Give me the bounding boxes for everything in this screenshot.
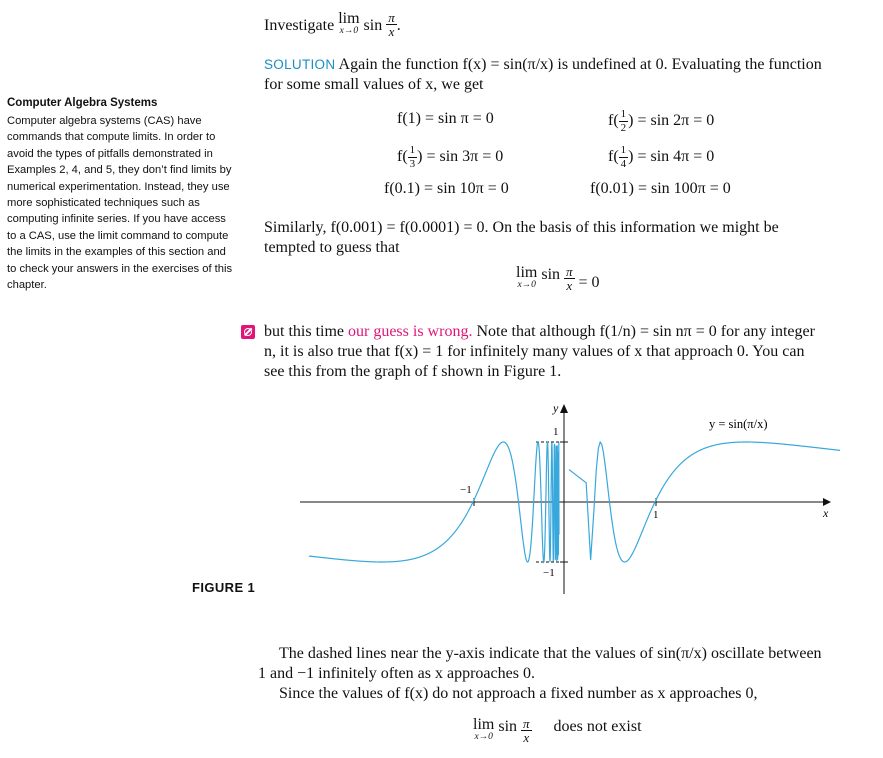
intro-fraction: $\frac{\pi}{x}$: [388, 10, 395, 39]
value-r1c1: f(1) = sin π = 0: [397, 110, 494, 127]
dashed-line1: The dashed lines near the y-axis indicate that the values of sin(π/x) oscillate between: [279, 645, 822, 662]
value-r3c2: f(0.01) = sin 100π = 0: [590, 180, 731, 197]
sidebar-body: Computer algebra systems (CAS) have commands that compute limits. In order to avoid the types of pitfalls demonstrated in Examples 2, 4, and 5, they don’t find limits by numerical experimentation. Instead, they use more sophisticated techniques such as computing infinite series. If you have access to a CAS, use the limit command to compute the limits in the examples of this section and to check your answers in the exercises of this chapter.: [7, 115, 233, 292]
y-axis-label: y: [553, 401, 559, 415]
final-formula: lim x→0 sin $\frac{\pi}{x}$ does not exist: [473, 716, 642, 745]
intro-limit: lim x→0: [338, 10, 360, 36]
warning-icon: [241, 325, 255, 339]
value-r1c2: f( $\frac{1}{2}$ ) = sin 2π = 0: [608, 108, 715, 134]
similarly-paragraph: [264, 218, 874, 258]
tick-label-neg1-x: −1: [460, 484, 472, 496]
highlight-text: our guess is wrong.: [348, 323, 473, 340]
x-axis-arrow: [823, 498, 831, 506]
similarly-line2: tempted to guess that: [264, 239, 400, 256]
wrong-line3: see this from the graph of f shown in Figure 1.: [264, 363, 562, 380]
tick-label-neg1-y: −1: [543, 567, 555, 579]
sidebar-title: Computer Algebra Systems: [7, 97, 158, 109]
dashed-line3: Since the values of f(x) do not approach a fixed number as x approaches 0,: [279, 685, 758, 702]
wrong-line2: n, it is also true that f(x) = 1 for infinitely many values of x that approach 0. You can: [264, 343, 805, 360]
final-text: does not exist: [553, 718, 642, 735]
wrong-paragraph: but this time our guess is wrong. Note that although f(1/n) = sin nπ = 0 for any integer n, it is also true that f(x) = 1 for infinitely many values of x that approach 0. You can see this from the graph of f shown in Figure 1.: [264, 322, 876, 382]
similarly-line1: Similarly, f(0.001) = f(0.0001) = 0. On the basis of this information we might be: [264, 219, 779, 236]
guess-formula: lim x→0 sin $\frac{\pi}{x}$ = 0: [516, 264, 600, 293]
figure-label: FIGURE 1: [192, 580, 256, 595]
value-r2c1: f( $\frac{1}{3}$ ) = sin 3π = 0: [397, 144, 504, 170]
dashed-line2: 1 and −1 infinitely often as x approaches 0.: [258, 665, 535, 682]
x-axis-label: x: [823, 506, 829, 520]
value-r3c1: f(0.1) = sin 10π = 0: [384, 180, 509, 197]
tick-label-pos1-y: 1: [553, 426, 559, 438]
y-axis-arrow: [560, 404, 568, 413]
tick-label-pos1-x: 1: [653, 509, 659, 521]
solution-line1: Again the function f(x) = sin(π/x) is undefined at 0. Evaluating the function: [338, 56, 822, 73]
solution-line2: for some small values of x, we get: [264, 76, 484, 93]
solution-paragraph: [264, 55, 874, 95]
figure-graph: [295, 398, 840, 598]
curve-label: y = sin(π/x): [709, 417, 768, 431]
sidebar-note: [7, 97, 237, 293]
value-r2c2: f( $\frac{1}{4}$ ) = sin 4π = 0: [608, 144, 715, 170]
dashed-paragraph: [258, 644, 878, 704]
intro-line: Investigate lim x→0 sin $\frac{\pi}{x}$ .: [264, 10, 401, 39]
solution-tag: SOLUTION: [264, 57, 336, 72]
intro-prefix: Investigate: [264, 17, 335, 34]
